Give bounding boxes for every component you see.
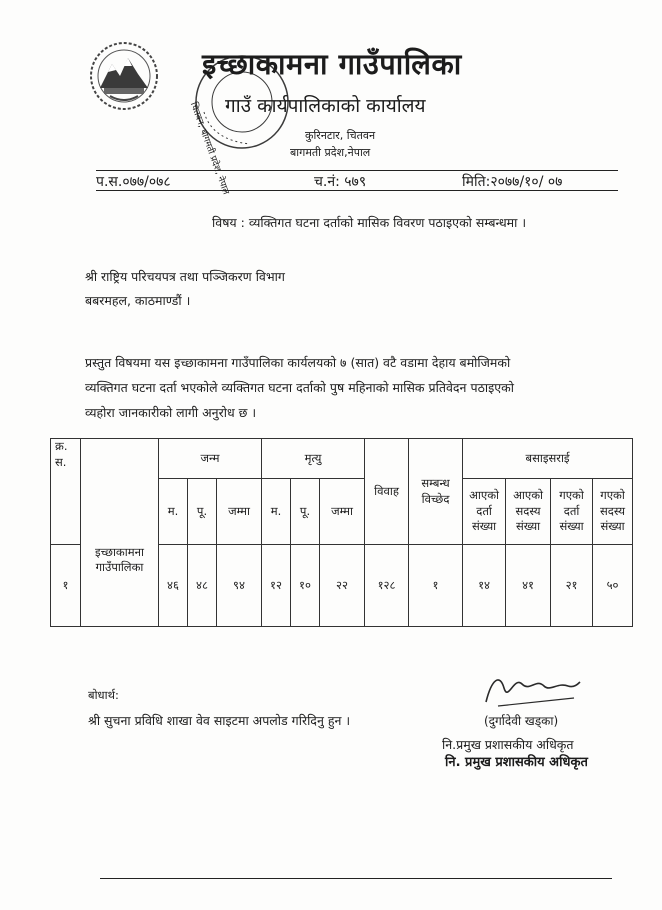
address-line-2: बागमती प्रदेश,नेपाल xyxy=(290,146,371,159)
body-line-1: प्रस्तुत विषयमा यस इच्छाकामना गाउँपालिका कार्यलयको ७ (सात) वटै वडामा देहाय बमोजिमको xyxy=(85,355,511,370)
cc-label: बोधार्थ: xyxy=(88,688,119,702)
death-total-header: जम्मा xyxy=(320,479,365,545)
header-rule-top xyxy=(96,170,618,171)
table-row xyxy=(51,545,633,627)
municipality-cell: इच्छाकामना गाउँपालिका xyxy=(81,545,159,627)
birth-female-header: पू. xyxy=(188,479,217,545)
birth-total-cell: ९४ xyxy=(217,545,262,627)
office-subtitle: गाउँ कार्यपालिकाको कार्यालय xyxy=(225,95,426,117)
dispatch-number: च.नं: ५७९ xyxy=(314,174,367,190)
name-header-blank xyxy=(81,439,159,545)
signatory-name: (दुर्गादेवी खड्का) xyxy=(484,714,559,728)
death-female-cell: १० xyxy=(291,545,320,627)
migration-header: बसाइसराई xyxy=(463,439,633,479)
in-registration-header: आएको दर्ता संख्या xyxy=(463,479,506,545)
header-rule-bottom xyxy=(96,190,618,191)
birth-female-cell: ४८ xyxy=(188,545,217,627)
death-total-cell: २२ xyxy=(320,545,365,627)
divorce-header: सम्बन्ध विच्छेद xyxy=(409,439,463,545)
marriage-header: विवाह xyxy=(365,439,409,545)
vital-events-table xyxy=(50,438,633,627)
out-members-header: गएको सदस्य संख्या xyxy=(593,479,633,545)
nepal-emblem-icon xyxy=(86,38,162,114)
reference-number: प.स.०७७/०७८ xyxy=(96,174,171,190)
letter-date: मिति:२०७७/१०/ ०७ xyxy=(462,174,563,190)
signatory-designation: नि.प्रमुख प्रशासकीय अधिकृत xyxy=(442,737,574,752)
recipient-line-2: बबरमहल, काठमाण्डौं । xyxy=(85,293,191,308)
designation-stamp: नि. प्रमुख प्रशासकीय अधिकृत xyxy=(445,755,588,770)
in-registration-cell: १४ xyxy=(463,545,506,627)
birth-male-header: म. xyxy=(159,479,188,545)
body-line-2: व्यक्तिगत घटना दर्ता भएकोले व्यक्तिगत घटना दर्ताको पुष महिनाको मासिक प्रतिवेदन पठाइएको xyxy=(85,380,514,395)
subject-line: विषय : व्यक्तिगत घटना दर्ताको मासिक विवरण पठाइएको सम्बन्धमा । xyxy=(212,215,527,230)
serial-header: क्र. स. xyxy=(51,439,81,545)
in-members-cell: ४१ xyxy=(506,545,551,627)
death-header: मृत्यु xyxy=(262,439,365,479)
birth-male-cell: ४६ xyxy=(159,545,188,627)
death-male-cell: १२ xyxy=(262,545,291,627)
address-line-1: कुरिनटार, चितवन xyxy=(305,129,376,142)
divorce-cell: १ xyxy=(409,545,463,627)
signature-icon xyxy=(478,668,583,710)
death-female-header: पू. xyxy=(291,479,320,545)
recipient-line-1: श्री राष्ट्रिय परिचयपत्र तथा पञ्जिकरण विभाग xyxy=(85,269,285,284)
stamp-text: चितवन, बागमती प्रदेश, नेपाल xyxy=(187,101,231,196)
marriage-cell: १२८ xyxy=(365,545,409,627)
out-registration-header: गएको दर्ता संख्या xyxy=(551,479,593,545)
footer-rule xyxy=(100,878,612,879)
birth-header: जन्म xyxy=(159,439,262,479)
out-members-cell: ५० xyxy=(593,545,633,627)
death-male-header: म. xyxy=(262,479,291,545)
birth-total-header: जम्मा xyxy=(217,479,262,545)
body-line-3: व्यहोरा जानकारीको लागी अनुरोध छ । xyxy=(85,405,257,420)
out-registration-cell: २१ xyxy=(551,545,593,627)
municipality-title: इच्छाकामना गाउँपालिका xyxy=(202,47,462,81)
serial-cell: १ xyxy=(51,545,81,627)
in-members-header: आएको सदस्य संख्या xyxy=(506,479,551,545)
reference-line xyxy=(96,172,616,188)
cc-line: श्री सुचना प्रविधि शाखा वेव साइटमा अपलोड गरिदिनु हुन । xyxy=(88,713,351,728)
